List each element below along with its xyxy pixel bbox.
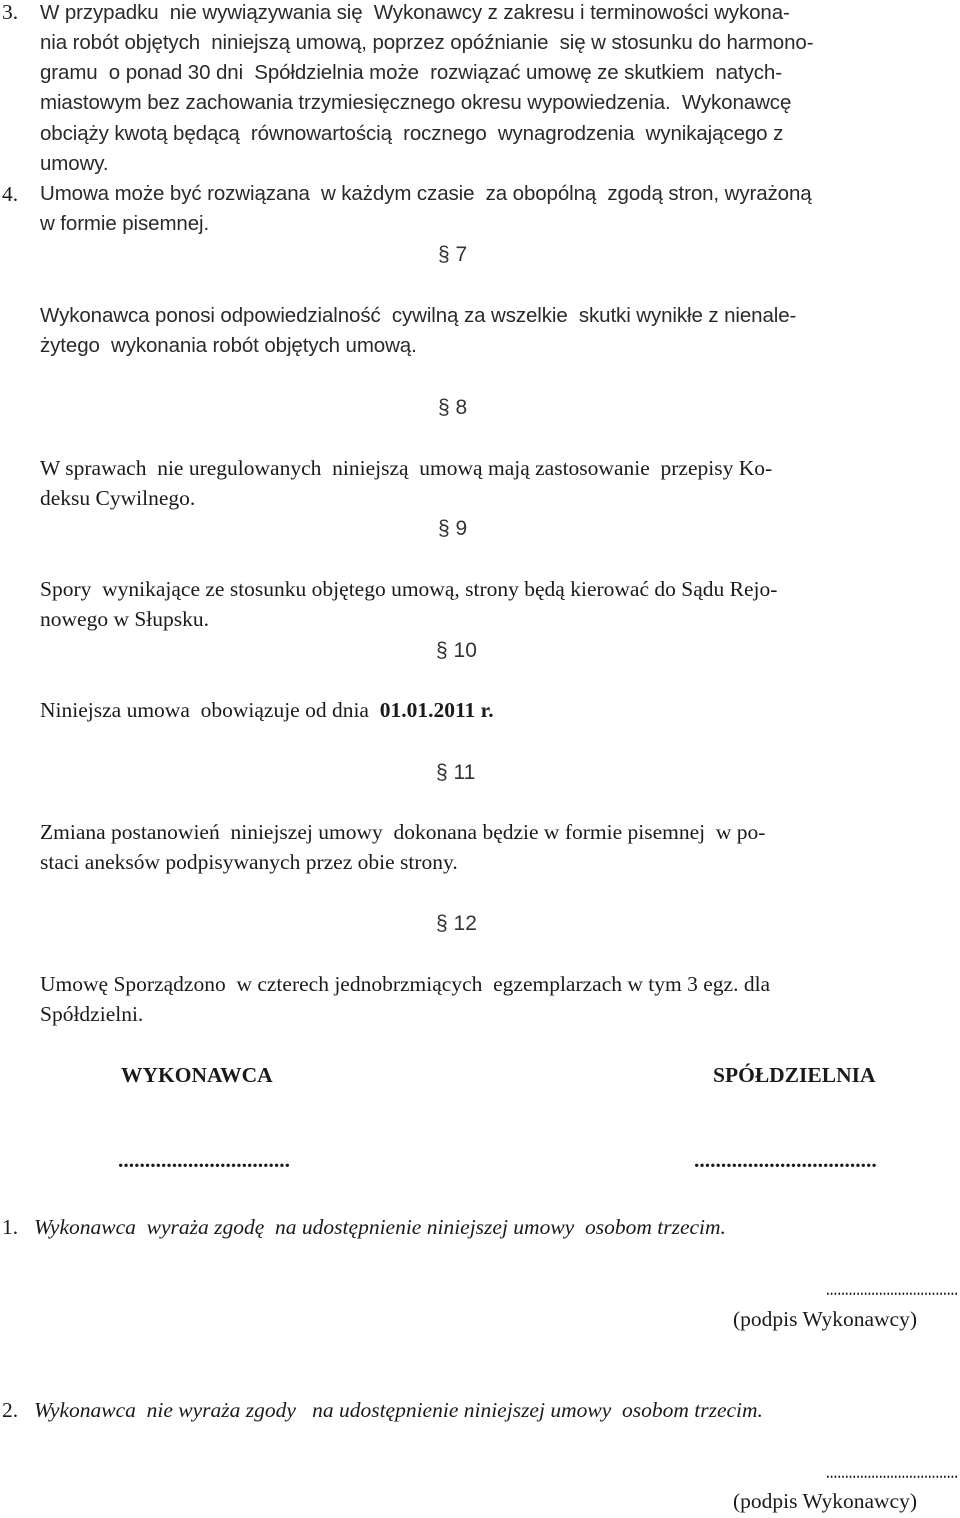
item-4-number: 4. [2,182,19,206]
cooperative-party-label: SPÓŁDZIELNIA [713,1063,876,1087]
cooperative-signature-line: .................................. [694,1148,877,1172]
section-7-line-2: żytego wykonania robót objętych umową. [40,334,417,357]
section-8-heading: § 8 [438,396,468,419]
section-10-prefix: Niniejsza umowa obowiązuje od dnia [40,698,380,722]
item-3-line-5: obciąży kwotą będącą równowartością rocznego wynagrodzenia wynikającego z [40,122,784,145]
item-3-line-3: gramu o ponad 30 dni Spółdzielnia może rozwiązać umowę ze skutkiem natych- [40,61,782,84]
consent-2-text: Wykonawca nie wyraża zgody na udostępnienie niniejszej umowy osobom trzecim. [34,1398,763,1422]
section-12-heading: § 12 [436,912,477,935]
section-10-text [40,700,494,722]
section-12-line-2: Spółdzielni. [40,1002,144,1026]
item-4-line-2: w formie pisemnej. [40,212,210,235]
consent-1-signature-caption: (podpis Wykonawcy) [733,1307,918,1331]
section-10-heading: § 10 [436,639,477,662]
consent-2-signature-dots: ................................... [826,1459,959,1483]
section-9-line-1: Spory wynikające ze stosunku objętego umową, strony będą kierować do Sądu Rejo- [40,577,778,601]
section-9-line-2: nowego w Słupsku. [40,607,210,631]
section-11-line-2: staci aneksów podpisywanych przez obie strony. [40,850,458,874]
section-7-heading: § 7 [438,243,468,266]
item-4-line-1: Umowa może być rozwiązana w każdym czasie za obopólną zgodą stron, wyrażoną [40,182,812,205]
item-3-line-6: umowy. [40,152,109,175]
section-8-line-2: deksu Cywilnego. [40,486,196,510]
consent-1-signature-dots: ................................... [826,1276,959,1300]
contractor-signature-line: ................................ [118,1148,290,1172]
contractor-party-label: WYKONAWCA [121,1063,273,1087]
item-3-line-1: W przypadku nie wywiązywania się Wykonawcy z zakresu i terminowości wykona- [40,1,790,24]
item-3-line-2: nia robót objętych niniejszą umową, poprzez opóźnianie się w stosunku do harmono- [40,31,814,54]
effective-date: 01.01.2011 r. [379,698,494,722]
section-11-heading: § 11 [436,761,476,784]
section-9-heading: § 9 [438,517,468,540]
consent-2-number: 2. [2,1398,19,1422]
section-12-line-1: Umowę Sporządzono w czterech jednobrzmiących egzemplarzach w tym 3 egz. dla [40,972,771,996]
consent-1-text: Wykonawca wyraża zgodę na udostępnienie niniejszej umowy osobom trzecim. [34,1215,726,1239]
section-11-line-1: Zmiana postanowień niniejszej umowy dokonana będzie w formie pisemnej w po- [40,820,766,844]
item-3-number: 3. [2,0,19,24]
section-8-line-1: W sprawach nie uregulowanych niniejszą umową mają zastosowanie przepisy Ko- [40,456,773,480]
section-7-line-1: Wykonawca ponosi odpowiedzialność cywilną za wszelkie skutki wynikłe z nienale- [40,304,797,327]
item-3-line-4: miastowym bez zachowania trzymiesięcznego okresu wypowiedzenia. Wykonawcę [40,91,792,114]
consent-1-number: 1. [2,1215,19,1239]
consent-2-signature-caption: (podpis Wykonawcy) [733,1489,918,1513]
